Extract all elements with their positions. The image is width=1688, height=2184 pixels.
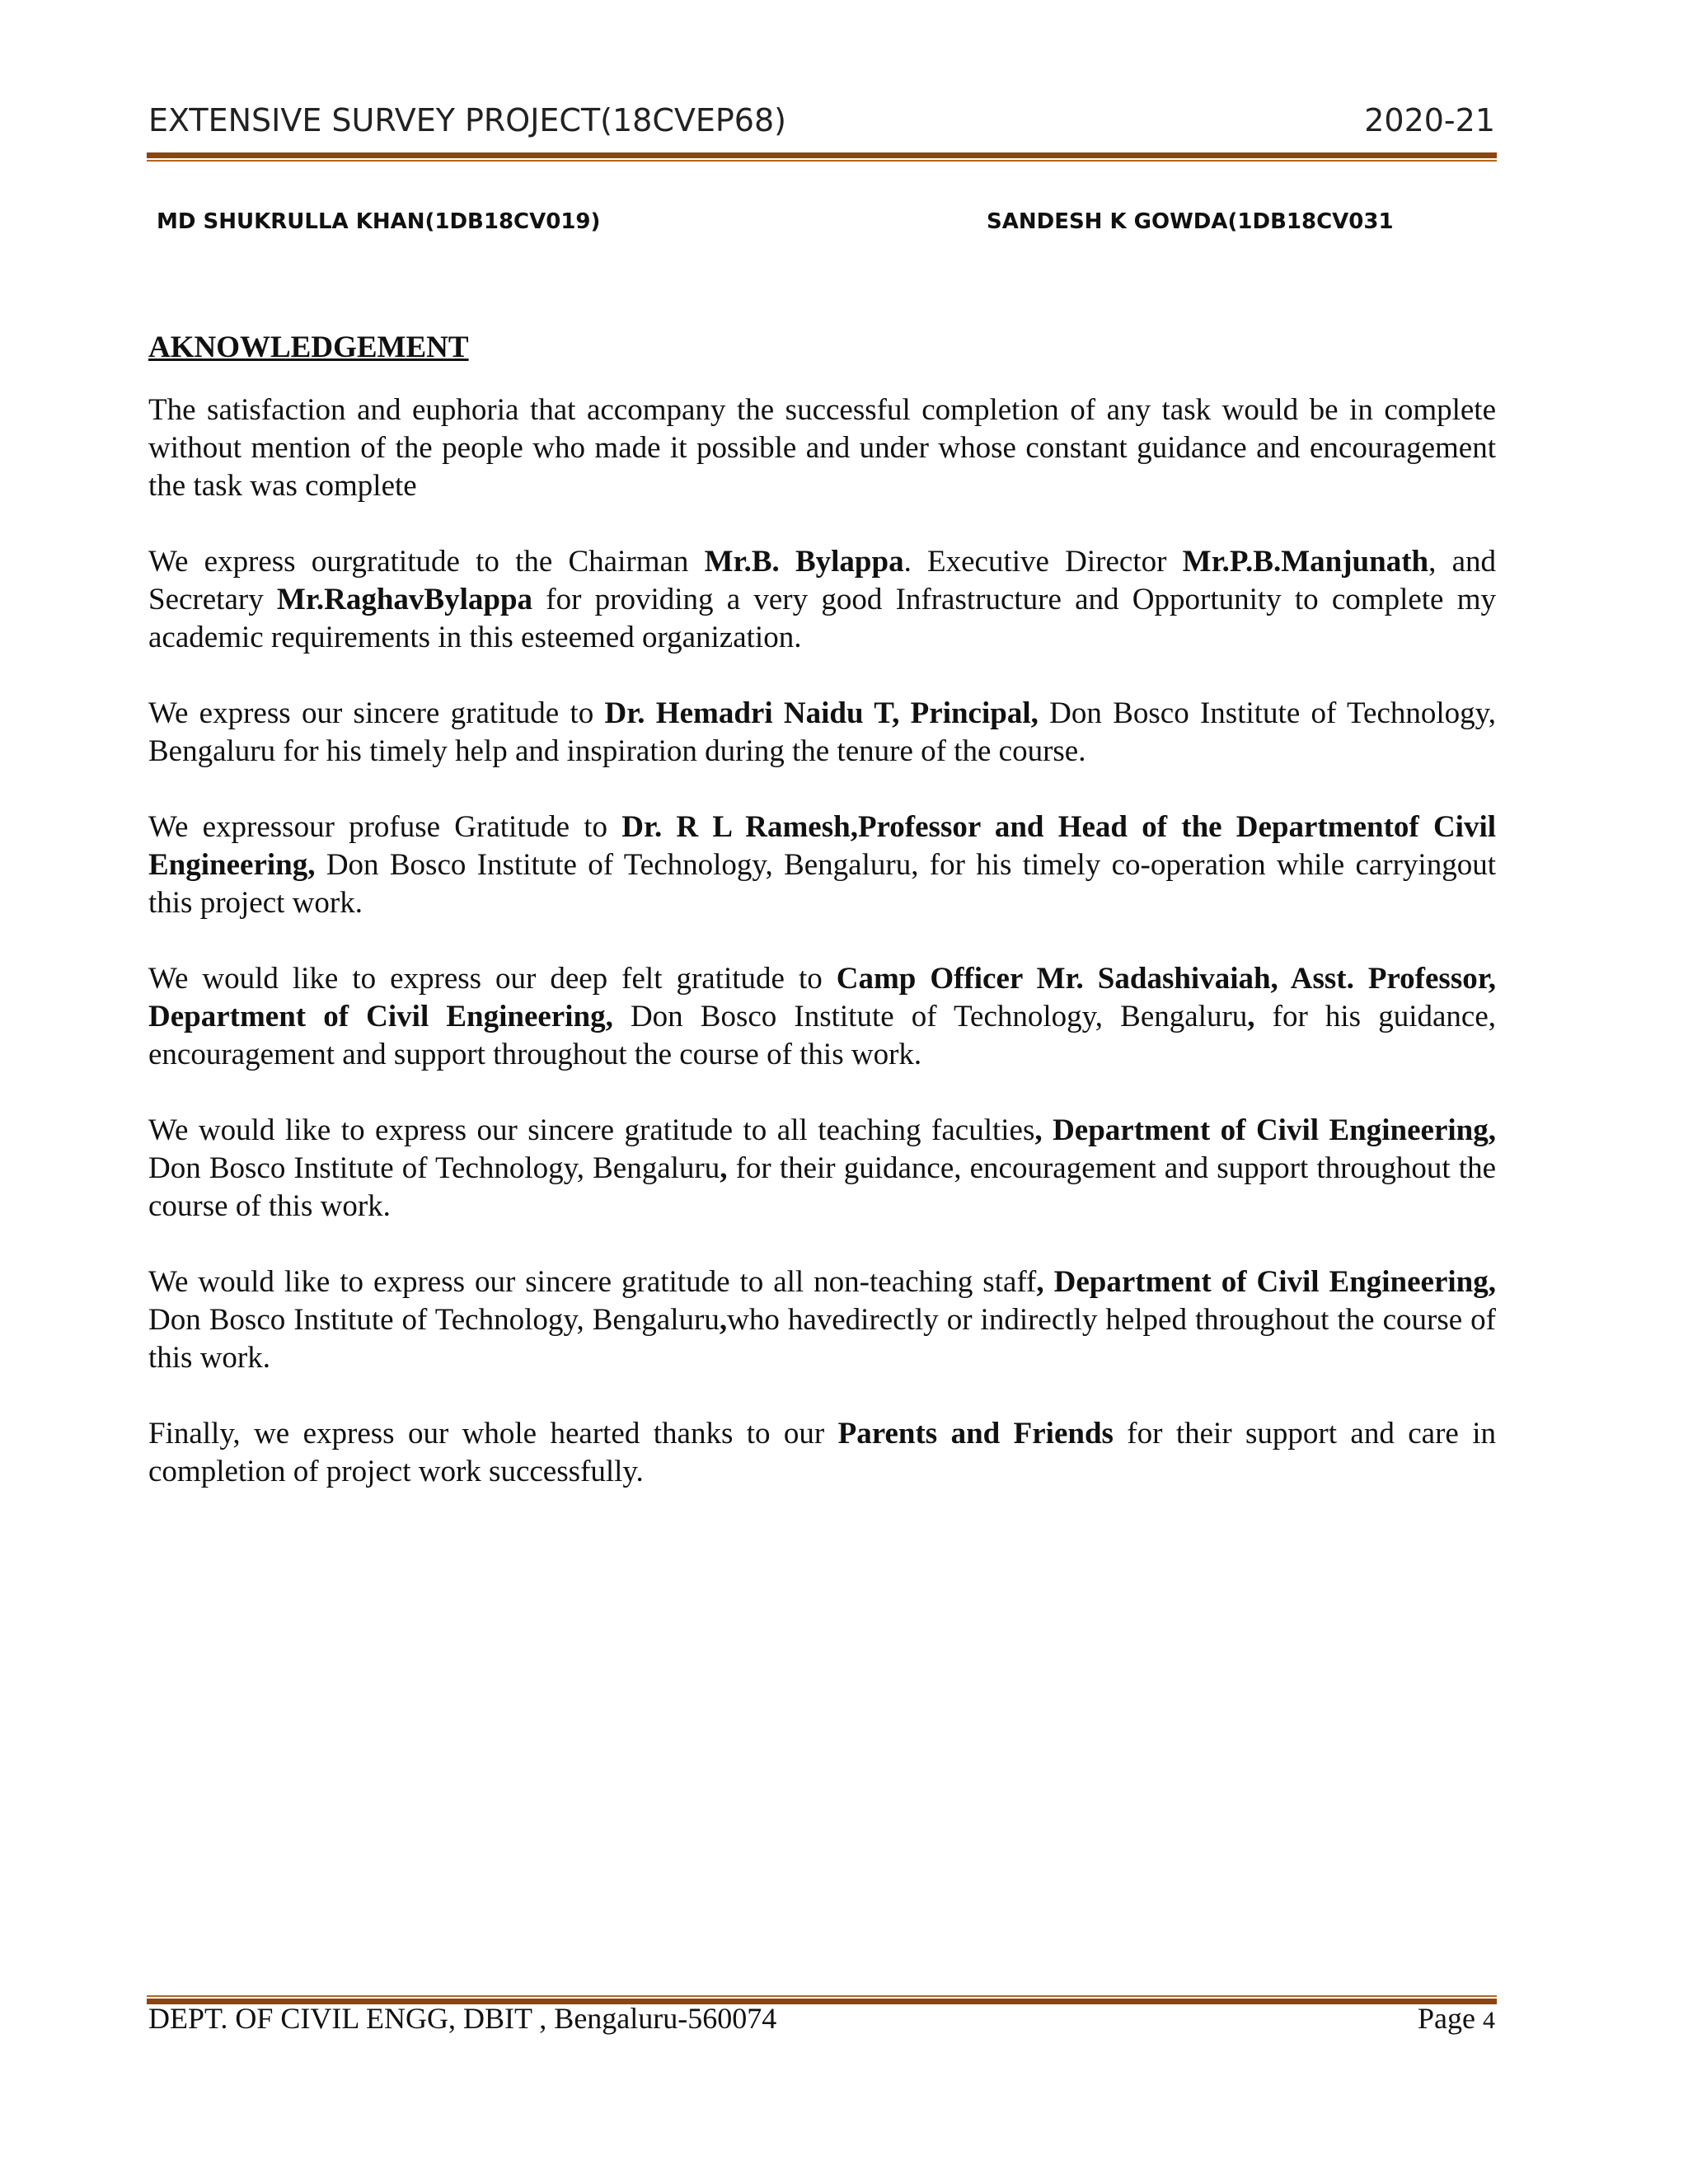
header-rule [147,152,1497,162]
paragraph-4: We expressour profuse Gratitude to Dr. R L Ramesh,Professor and Head of the Departmentof Civil Engineering, Don Bosco Institute of Technology, Bengaluru, for his timely co-operation while carryingout this project work. [148,810,1496,920]
document-body [148,330,1496,1529]
page-number: Page 4 [1418,2002,1495,2035]
header-year: 2020-21 [1364,102,1495,138]
page-footer [148,2001,1495,2050]
section-heading: AKNOWLEDGEMENT [148,330,469,364]
student-name-left: MD SHUKRULLA KHAN(1DB18CV019) [157,209,601,234]
paragraph-5: We would like to express our deep felt gratitude to Camp Officer Mr. Sadashivaiah, Asst. Professor, Department of Civil Engineering, Don Bosco Institute of Technology, Bengaluru, for his guidance, encouragement and support throughout the course of this work. [148,962,1496,1071]
paragraph-7: We would like to express our sincere gratitude to all non-teaching staff, Department of Civil Engineering, Don Bosco Institute of Technology, Bengaluru,who havedirectly or indirectly helped throughout the course of this work. [148,1265,1497,1375]
paragraph-2: We express ourgratitude to the Chairman Mr.B. Bylappa. Executive Director Mr.P.B.Manjunath, and Secretary Mr.RaghavBylappa for providing a very good Infrastructure and Opportunity to complete my academic requirements in this esteemed organization. [148,545,1496,654]
student-name-right: SANDESH K GOWDA(1DB18CV031 [987,209,1394,234]
header-title: EXTENSIVE SURVEY PROJECT(18CVEP68) [148,102,786,138]
paragraph-3: We express our sincere gratitude to Dr. Hemadri Naidu T, Principal, Don Bosco Institute of Technology, Bengaluru for his timely help and inspiration during the tenure of the course. [148,696,1496,768]
paragraph-6: We would like to express our sincere gratitude to all teaching faculties, Department of Civil Engineering, Don Bosco Institute of Technology, Bengaluru, for their guidance, encouragement and support throughout the course of this work. [148,1113,1496,1223]
paragraph-1: The satisfaction and euphoria that accompany the successful completion of any task would be in complete without mention of the people who made it possible and under whose constant guidance and encouragement the task was complete [148,393,1496,503]
page-header [148,97,1495,147]
footer-department: DEPT. OF CIVIL ENGG, DBIT , Bengaluru-560074 [148,2002,777,2035]
paragraph-8: Finally, we express our whole hearted thanks to our Parents and Friends for their support and care in completion of project work successfully. [148,1417,1496,1488]
